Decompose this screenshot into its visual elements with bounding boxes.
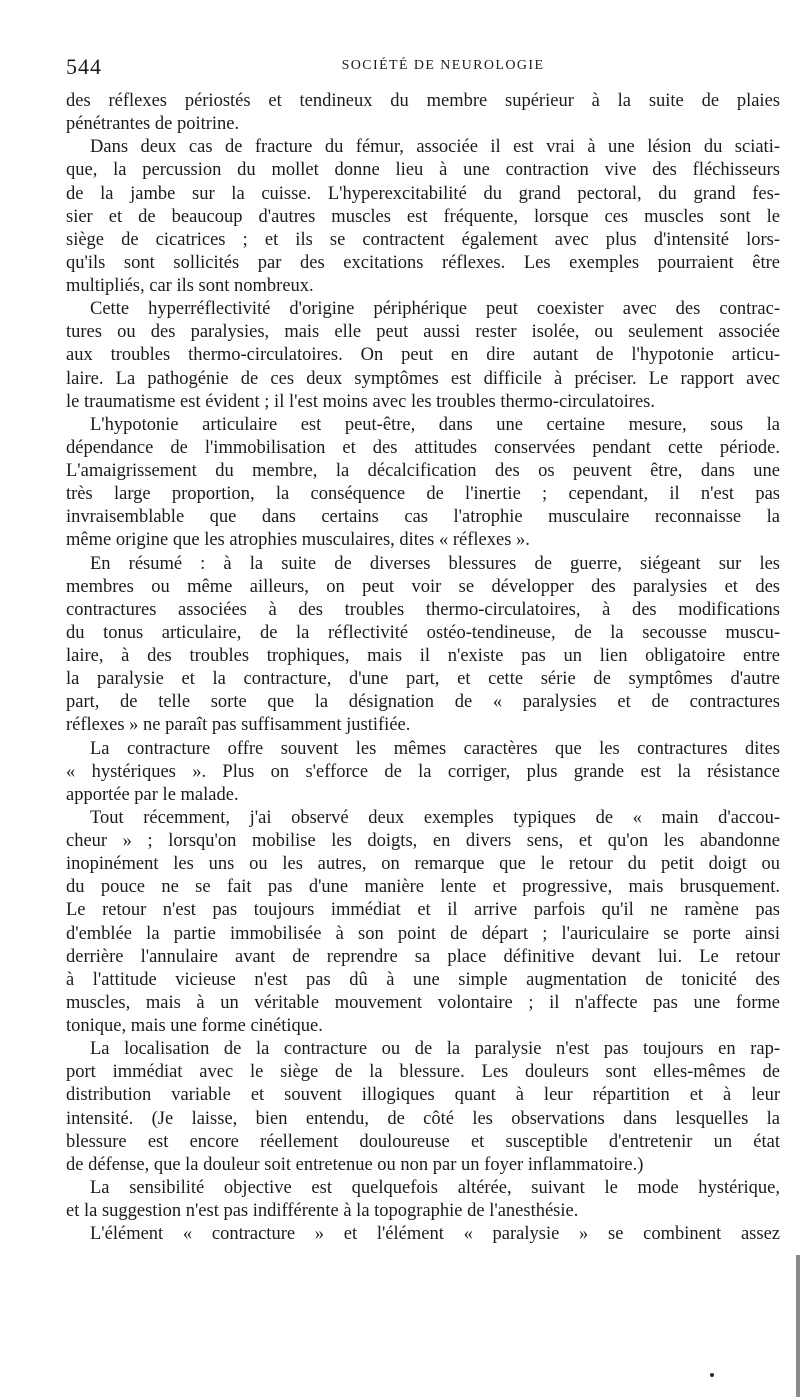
text-line: L'hypotonie articulaire est peut-être, dans une certaine mesure, sous la [90,414,780,435]
text-line: du tonus articulaire, de la réflectivité ostéo-tendineuse, de la secousse muscu- [66,622,780,643]
text-line: Dans deux cas de fracture du fémur, associée il est vrai à une lésion du sciati- [90,137,780,158]
text-line: même origine que les atrophies musculaires, dites « réflexes ». [66,530,530,551]
text-line: siège de cicatrices ; et ils se contractent également avec plus d'intensité lors- [66,229,780,250]
running-title: SOCIÉTÉ DE NEUROLOGIE [341,58,545,73]
text-line: L'amaigrissement du membre, la décalcification des os peuvent être, dans une [66,461,780,481]
text-line: En résumé : à la suite de diverses blessures de guerre, siégeant sur les [90,553,780,574]
text-line: la paralysie et la contracture, d'une part, et cette série de symptômes d'autre [66,669,780,690]
text-line: sier et de beaucoup d'autres muscles est fréquente, lorsque ces muscles sont le [66,206,780,227]
text-line: pénétrantes de poitrine. [66,114,240,135]
page-number: 544 [66,54,102,79]
text-line: aux troubles thermo-circulatoires. On peut en dire autant de l'hypotonie articu- [66,345,780,366]
text-line: et la suggestion n'est pas indifférente à la topographie de l'anesthésie. [66,1201,579,1221]
text-line: membres ou même ailleurs, on peut voir se développer des paralysies et des [66,576,780,597]
text-line: part, de telle sorte que la désignation de « paralysies et de contractures [66,692,780,713]
text-line: que, la percussion du mollet donne lieu à une contraction vive des fléchisseurs [66,160,780,181]
text-line: inopinément les uns ou les autres, on remarque que le retour du petit doigt ou [66,854,780,875]
text-line: contractures associées à des troubles thermo-circulatoires, à des modifications [66,599,780,620]
ink-speck [710,1373,714,1377]
text-line: cheur » ; lorsqu'on mobilise les doigts, en divers sens, et qu'on les abandonne [66,831,780,851]
body-text [66,90,780,1246]
text-line: de la jambe sur la cuisse. L'hyperexcitabilité du grand pectoral, du grand fes- [66,183,780,204]
text-line: Le retour n'est pas toujours immédiat et il arrive parfois qu'il ne ramène pas [66,900,780,921]
page-header [66,54,780,78]
text-line: invraisemblable que dans certains cas l'atrophie musculaire reconnaisse la [66,507,780,528]
text-line: laire. La pathogénie de ces deux symptômes est difficile à préciser. Le rapport avec [66,368,780,389]
text-line: Tout récemment, j'ai observé deux exemples typiques de « main d'accou- [90,807,780,828]
text-line: La contracture offre souvent les mêmes caractères que les contractures dites [90,738,780,759]
text-line: réflexes » ne paraît pas suffisamment justifiée. [66,715,411,736]
text-line: dépendance de l'immobilisation et des attitudes conservées pendant cette période. [66,437,780,458]
text-line: multipliés, car ils sont nombreux. [66,276,314,296]
text-line: intensité. (Je laisse, bien entendu, de côté les observations dans lesquelles la [66,1108,780,1129]
text-line: La sensibilité objective est quelquefois altérée, suivant le mode hystérique, [90,1177,780,1198]
text-line: distribution variable et souvent illogiques quant à leur répartition et à leur [66,1085,780,1106]
text-line: derrière l'annulaire avant de reprendre sa place définitive devant lui. Le retour [66,946,780,967]
text-line: du pouce ne se fait pas d'une manière lente et progressive, mais brusquement. [66,877,780,898]
text-line: des réflexes périostés et tendineux du membre supérieur à la suite de plaies [66,91,780,111]
text-line: laire, à des troubles trophiques, mais il n'existe pas un lien obligatoire entre [66,646,780,666]
text-line: port immédiat avec le siège de la blessure. Les douleurs sont elles-mêmes de [66,1062,780,1083]
text-line: de défense, que la douleur soit entretenue ou non par un foyer inflammatoire.) [66,1154,644,1175]
text-line: L'élément « contracture » et l'élément « paralysie » se combinent assez [90,1224,780,1245]
scan-edge-shadow [796,1255,800,1397]
text-line: le traumatisme est évident ; il l'est moins avec les troubles thermo-circulatoires. [66,391,655,412]
text-line: Cette hyperréflectivité d'origine périphérique peut coexister avec des contrac- [90,299,780,320]
text-line: La localisation de la contracture ou de la paralysie n'est pas toujours en rap- [90,1039,780,1060]
text-line: apportée par le malade. [66,784,239,805]
text-line: d'emblée la partie immobilisée à son point de départ ; l'auriculaire se porte ainsi [66,923,780,944]
text-line: « hystériques ». Plus on s'efforce de la corriger, plus grande est la résistance [66,761,780,782]
text-line: à l'attitude vicieuse n'est pas dû à une simple augmentation de tonicité des [66,969,780,990]
text-line: très large proportion, la conséquence de l'inertie ; cependant, il n'est pas [66,484,780,505]
text-line: qu'ils sont sollicités par des excitations réflexes. Les exemples pourraient être [66,252,780,273]
text-line: blessure est encore réellement douloureuse et susceptible d'entretenir un état [66,1131,780,1152]
text-line: tures ou des paralysies, mais elle peut aussi rester isolée, ou seulement associée [66,322,780,343]
text-line: tonique, mais une forme cinétique. [66,1016,323,1036]
text-line: muscles, mais à un véritable mouvement volontaire ; il n'affecte pas une forme [66,992,780,1013]
